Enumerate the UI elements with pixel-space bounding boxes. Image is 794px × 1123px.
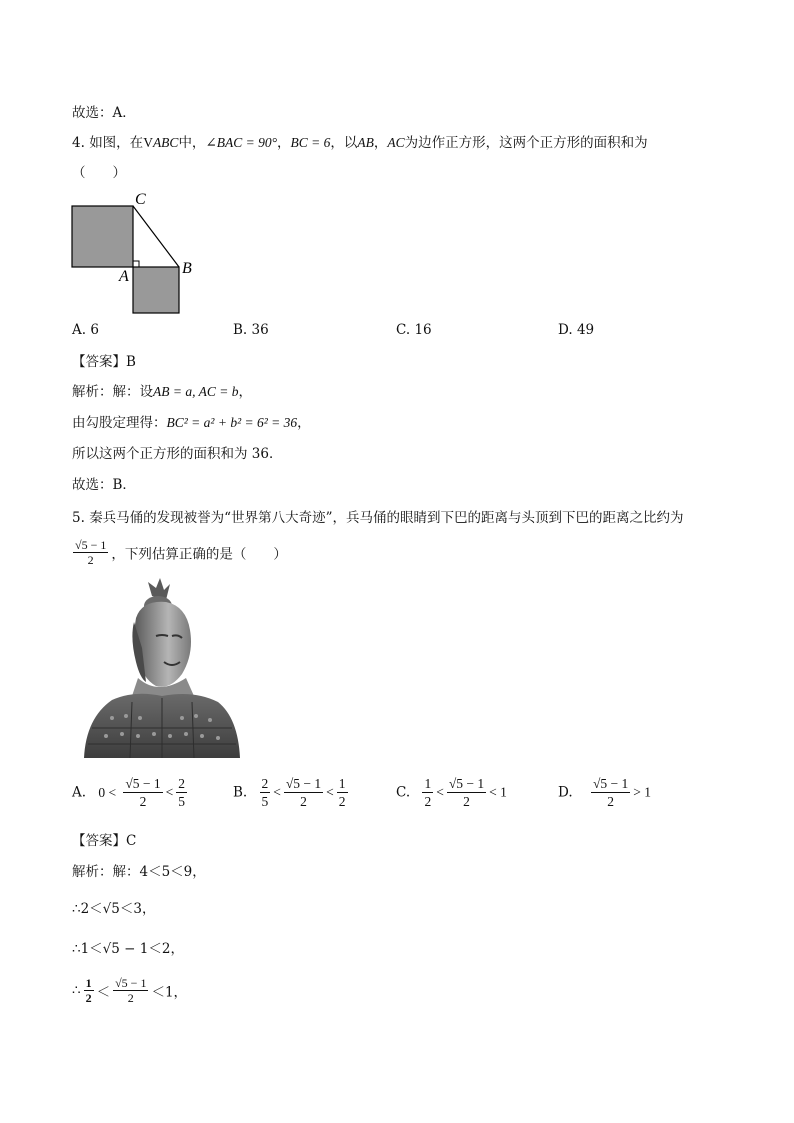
q4-step-2: 所以这两个正方形的面积和为 36．	[72, 446, 283, 462]
question-5-stem-line-2: $\frac{√5 - 1}{2}$ ，下列估算正确的是（ ）	[75, 538, 287, 567]
q5-option-b[interactable]: B. $\frac{2}{5}$ < $\frac{√5 - 1}{2}$ < $\frac{1}{2}$	[233, 776, 346, 809]
squares-figure	[60, 186, 220, 318]
q4-option-b[interactable]: B. 36	[233, 322, 269, 338]
hypotenuse-bc	[133, 206, 179, 267]
q5-step-1: ∴2＜√5＜3，	[72, 901, 156, 917]
question-number: 4.	[72, 135, 85, 151]
right-angle-mark	[133, 261, 139, 267]
terracotta-warrior-image	[82, 578, 242, 758]
q5-option-a[interactable]: A. 0 < $\frac{√5 - 1}{2}$ < $\frac{2}{5}$	[72, 776, 186, 809]
square-on-ac	[72, 206, 133, 267]
label-a: A	[119, 268, 129, 285]
question-4-stem: 4. 如图，在VABC中，∠BAC = 90°，BC = 6，以AB，AC为边作正方形，这两个正方形的面积和为	[72, 135, 648, 151]
q4-analysis: 解析：解：设AB = a, AC = b，	[72, 384, 252, 400]
q4-option-c[interactable]: C. 16	[396, 322, 432, 338]
previous-conclusion: 故选：A．	[72, 105, 136, 121]
q5-step-3: ∴ $\frac{1}{2}$ ＜ $\frac{√5 - 1}{2}$ ＜1，	[72, 976, 188, 1005]
q5-step-2: ∴1＜√5 − 1＜2，	[72, 941, 184, 957]
q4-answer: 【答案】B	[72, 354, 136, 370]
q4-conclusion: 故选：B．	[72, 477, 136, 493]
label-c: C	[135, 191, 146, 208]
q5-option-c[interactable]: C. $\frac{1}{2}$ < $\frac{√5 - 1}{2}$ < 1	[396, 776, 507, 809]
golden-ratio-fraction: $\frac{√5 - 1}{2}$	[75, 538, 107, 567]
question-number: 5.	[72, 510, 85, 526]
q5-answer: 【答案】C	[72, 833, 137, 849]
answer-paren: （ ）	[72, 165, 126, 181]
question-5-stem: 5. 秦兵马俑的发现被誉为“世界第八大奇迹”，兵马俑的眼睛到下巴的距离与头顶到下巴的距离之比约为	[72, 510, 684, 526]
q4-option-d[interactable]: D. 49	[558, 322, 595, 338]
q4-step-1: 由勾股定理得：BC² = a² + b² = 6² = 36，	[72, 415, 311, 431]
square-on-ab	[133, 267, 179, 313]
q4-option-a[interactable]: A. 6	[72, 322, 99, 338]
q5-option-d[interactable]: D. $\frac{√5 - 1}{2}$ > 1	[558, 776, 651, 809]
q5-analysis: 解析：解：4＜5＜9，	[72, 864, 206, 880]
label-b: B	[182, 260, 192, 277]
